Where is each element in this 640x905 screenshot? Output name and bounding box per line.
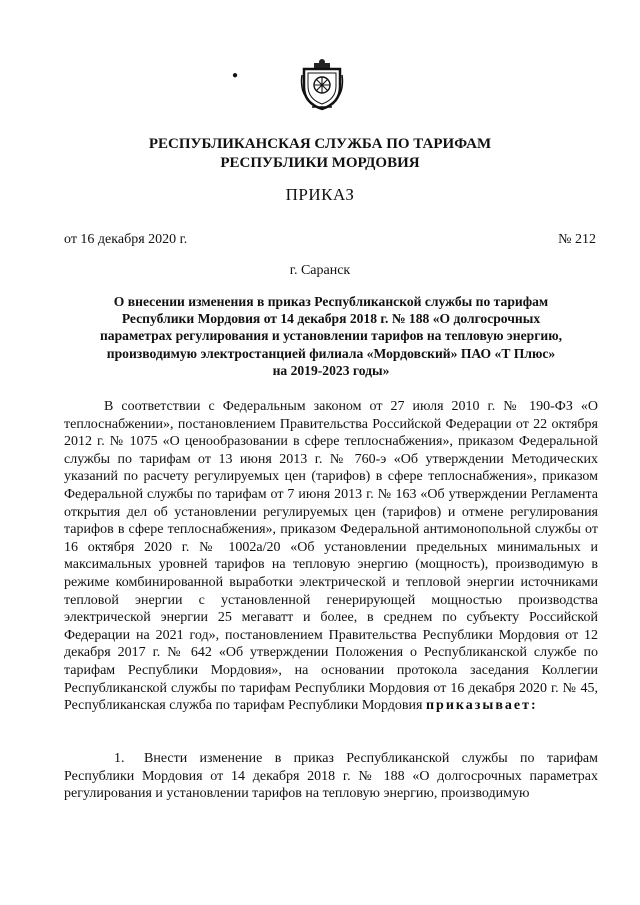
document-city: г. Саранск xyxy=(289,263,351,278)
document-number: № 212 xyxy=(558,232,596,247)
subject-line-2: Республики Мордовия от 14 декабря 2018 г. № 188 «О долгосрочных xyxy=(121,311,541,327)
decree-word: приказывает: xyxy=(425,698,538,714)
document-date: от 16 декабря 2020 г. xyxy=(64,232,188,247)
preamble-text: В соответствии с Федеральным законом от 27 июля 2010 г. № 190-ФЗ «О теплоснабжении», постановлением Правительства Российской Федерации от 22 октября 2012 г. № 1075 «О ценообразовании в сфере теплоснабжения», приказом Федеральной службы по тарифам от 13 июня 2013 г. № 760-э «Об утверждении Методических указаний по расчету регулируемых цен (тарифов) в сфере теплоснабжения», приказом Федеральной службы по тарифам от 7 июня 2013 г. № 163 «Об утверждении Регламента открытия дел об установлении регулируемых цен (тарифов) и отмене регулирования тарифов в сфере теплоснабжения», приказом Федеральной антимонопольной службы от 16 октября 2020 г. № 1002а/20 «Об установлении предельных минимальных и максимальных уровней тарифов на тепловую энергию (мощность), производимую в режиме комбинированной выработки электрической и тепловой энергии источниками тепловой энергии с установленной генерирующей мощностью производства электрической энергии 25 мегаватт и более, в среднем по субъекту Российской Федерации на 2021 год», постановлением Правительства Республики Мордовия от 12 декабря 2017 г. № 642 «Об утверждении Положения о Республиканской службе по тарифам Республики Мордовия», на основании протокола заседания Коллегии Республиканской службы по тарифам Республики Мордовия от 16 декабря 2020 г. № 45, Республиканская служба по тарифам Республики Мордовия xyxy=(64,399,598,714)
subject-line-3: параметрах регулирования и установлении тарифов на тепловую энергию, xyxy=(99,328,563,344)
subject-line-4: производимую электростанцией филиала «Мордовский» ПАО «Т Плюс» xyxy=(106,345,556,361)
decree-item-1 xyxy=(64,750,598,803)
document-type: ПРИКАЗ xyxy=(285,185,355,204)
org-line-2: РЕСПУБЛИКИ МОРДОВИЯ xyxy=(220,155,420,171)
item-1-text: Внести изменение в приказ Республиканской службы по тарифам Республики Мордовия от 14 декабря 2018 г. № 188 «О долгосрочных параметрах регулирования и установлении тарифов на тепловую энергию, производимую xyxy=(64,751,598,802)
coat-of-arms-emblem xyxy=(300,55,344,111)
stray-mark: ● xyxy=(232,70,239,81)
item-1-number: 1. xyxy=(114,751,125,766)
document-subject xyxy=(64,293,598,379)
organization-name xyxy=(0,135,640,173)
preamble-paragraph xyxy=(64,398,598,715)
subject-line-1: О внесении изменения в приказ Республиканской службы по тарифам xyxy=(113,294,549,309)
org-line-1: РЕСПУБЛИКАНСКАЯ СЛУЖБА ПО ТАРИФАМ xyxy=(148,136,492,152)
subject-line-5: на 2019-2023 годы» xyxy=(272,362,390,378)
